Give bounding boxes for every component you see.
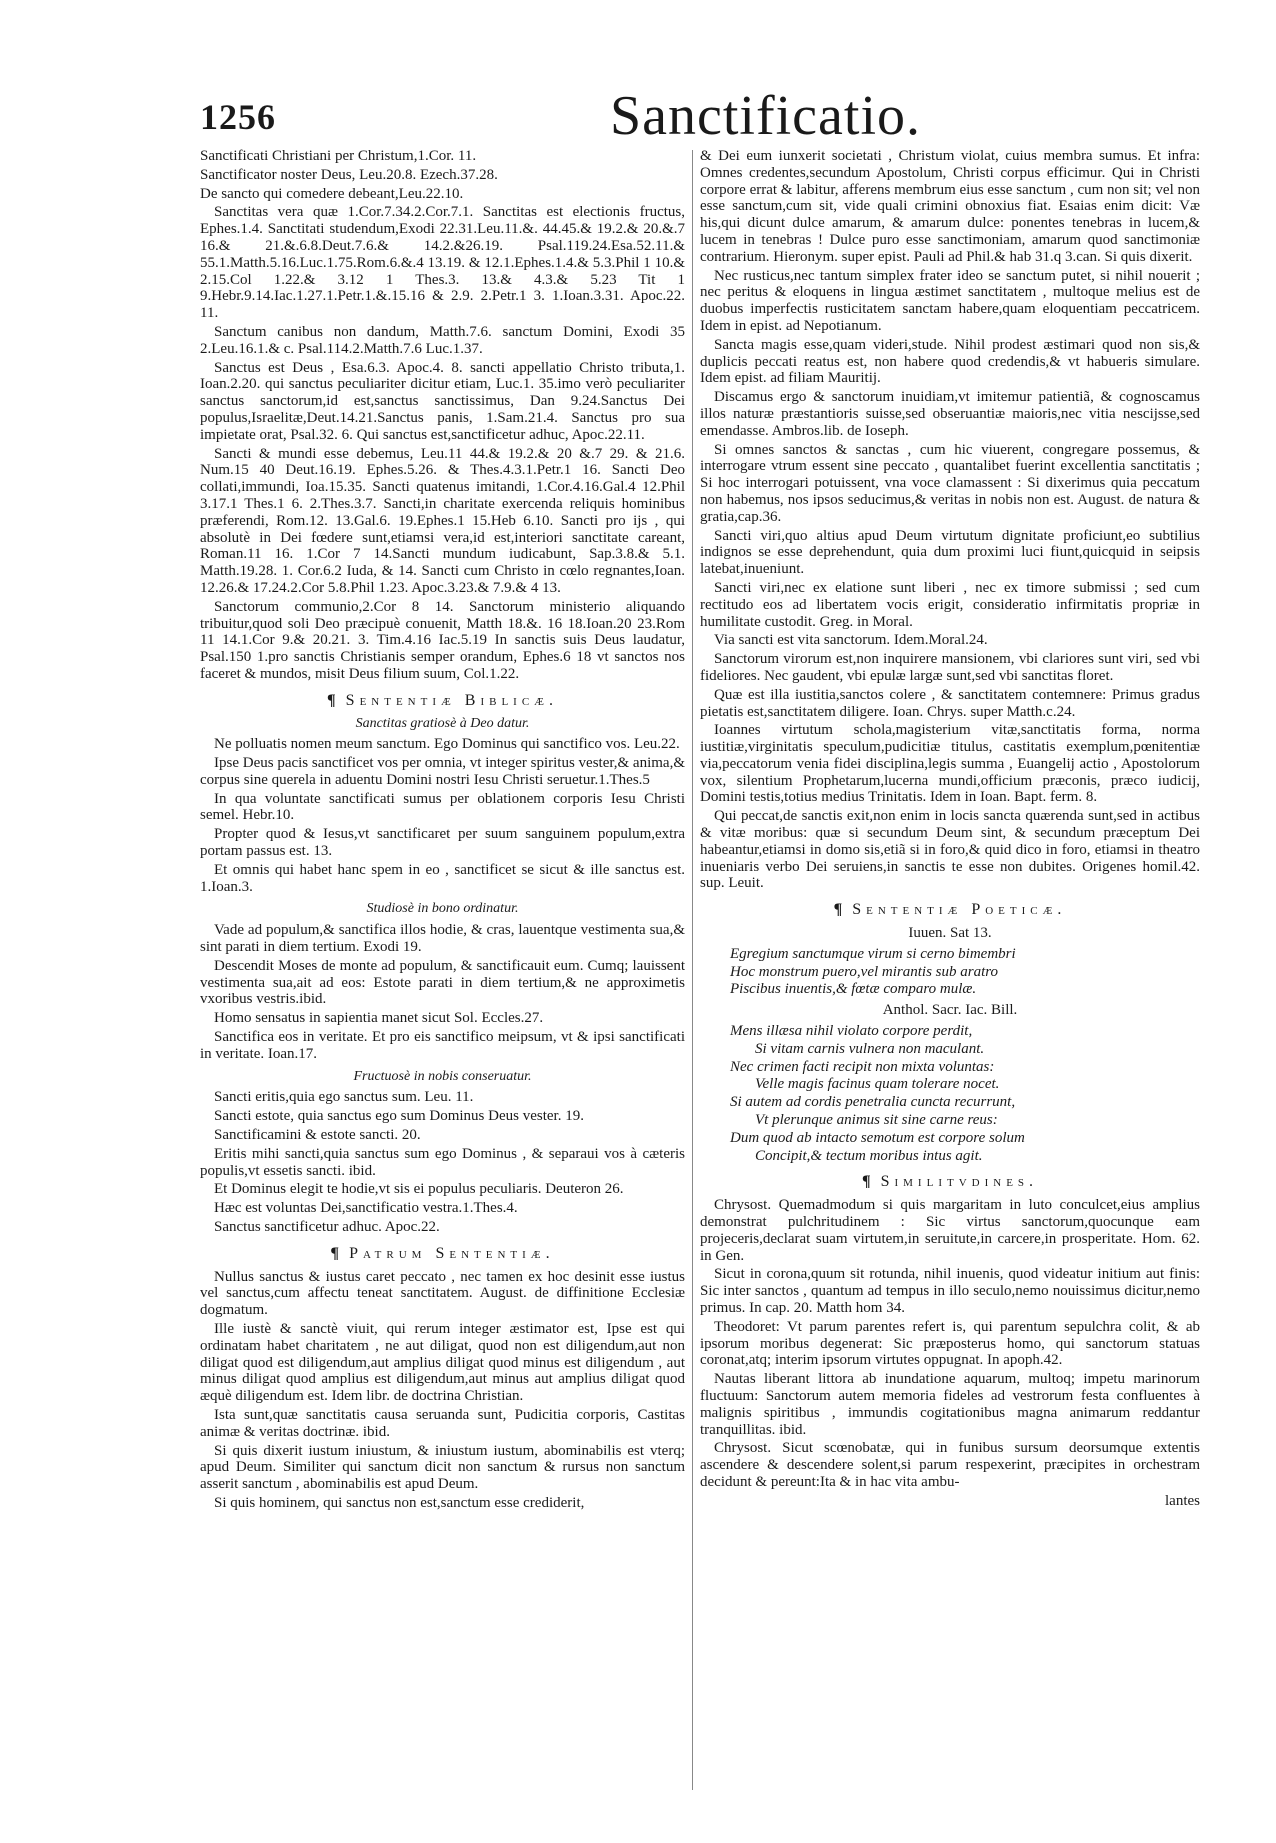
column-divider [692, 150, 693, 1790]
left-column [200, 148, 685, 1514]
sentence: Via sancti est vita sanctorum. Idem.Moral.24. [714, 632, 988, 649]
verse-source: Anthol. Sacr. Iac. Bill. [882, 1002, 1018, 1019]
sentence: Homo sensatus in sapientia manet sicut Sol. Eccles.27. [214, 1010, 544, 1027]
sentence: Vade ad populum,& sanctifica illos hodie, & cras, lauentque vestimenta sua,& sint parati in diem tertium. Exodi 19. [200, 922, 685, 956]
verse-line: Velle magis facinus quam tolerare nocet. [755, 1076, 1000, 1093]
section-heading-patrum: ¶ Patrum Sententiæ. [330, 1244, 555, 1262]
verse-line: Hoc monstrum puero,vel mirantis sub aratro [730, 963, 999, 980]
sentence: Sancti viri,quo altius apud Deum virtutum dignitate proficiunt,eo subtilius indignos se esse deprehendunt, quia dum proximi luci fiunt,quicquid in seipsis latebat,inueniunt. [700, 527, 1200, 578]
sentence: Nullus sanctus & iustus caret peccato , nec tamen ex hoc desinit esse iustus vel sanctus,cum affectu teneat sanctitatem. August. de diffinitione Ecclesiæ dogmatum. [200, 1268, 685, 1319]
sentence: Chrysost. Quemadmodum si quis margaritam in luto conculcet,eius amplius demonstrat pulchritudinem : Sic virtus sanctorum,quocunque eam projeceris,declarat suam virtutem,in seruitute,in carcere,in prosperitate. Hom. 62. in Gen. [700, 1197, 1200, 1264]
verse-source: Iuuen. Sat 13. [908, 925, 992, 942]
sentence: Sancta magis esse,quam videri,stude. Nihil prodest æstimari quod non sis,& duplicis peccati reatus est, non habere quod credendis,& vt habueris simulare. Idem epist. ad filiam Mauritij. [700, 336, 1200, 387]
sentence: Sanctifica eos in veritate. Et pro eis sanctifico meipsum, vt & ipsi sanctificati in veritate. Ioan.17. [200, 1029, 685, 1062]
sentence: Si quis hominem, qui sanctus non est,sanctum esse crediderit, [214, 1494, 585, 1511]
sentence: Ille iustè & sanctè viuit, qui rerum integer æstimator est, Ipse est qui ordinatam habet charitatem , ne aut diligat, quod non est diligendum,aut non diligat quod est diligendum,aut amplius diligat quod minus est diligendum , aut minus diligat quod amplius est diligendum,aut minus aut amplius diligat quod æquè diligendum est. Idem libr. de doctrina Christian. [200, 1321, 685, 1405]
verse-line: Si vitam carnis vulnera non maculant. [755, 1040, 985, 1057]
sentence: & Dei eum iunxerit societati , Christum violat, cuius membra sumus. Et infra: Omnes credentes,secundum Apostolum, Christi corpus efficimur. Qui in Christi corpore errat & labitur, afferens membrum eius esse sanctum , cum non sit; vel non esse sanctum,cum sit, vide quali crimini obnoxius fiat. Esaias enim dicit: Væ his,qui dicunt dulce amarum, & amarum dulce: ponentes tenebras in lucem,& lucem in tenebras ! Dulce puro esse sanctimoniam, amarum quod sanctimoniæ contrarium. Hieronym. super epist. Pauli ad Phil.& hab 31.q 3.can. Si quis dixerit. [700, 148, 1200, 265]
sentence: Et Dominus elegit te hodie,vt sis ei populus peculiaris. Deuteron 26. [214, 1181, 624, 1198]
page-header [200, 86, 1200, 146]
sentence: Ne polluatis nomen meum sanctum. Ego Dominus qui sanctifico vos. Leu.22. [214, 736, 680, 753]
page-number: 1256 [200, 97, 276, 137]
sentence: Si omnes sanctos & sanctas , cum hic viuerent, congregare possemus, & interrogare vtrum essent sine peccato , quantalibet fuerint excellentia sanctitatis ; Si hoc interrogari potuissent, vna voce clamassent : Si dixerimus quia peccatum non habemus, nos ipsos seducimus,& veritas in nobis non est. August. de natura & gratia,cap.36. [700, 441, 1200, 525]
sub-heading: Sanctitas gratiosè à Deo datur. [355, 715, 530, 731]
sentence: Et omnis qui habet hanc spem in eo , sanctificet se sicut & ille sanctus est. 1.Ioan.3. [200, 861, 685, 895]
index-entry: Sanctum canibus non dandum, Matth.7.6. sanctum Domini, Exodi 35 2.Leu.16.1.& c. Psal.114.2.Matth.7.6 Luc.1.37. [200, 323, 685, 357]
sentence: Chrysost. Sicut scœnobatæ, qui in funibus sursum deorsumque extentis ascendere & descendere solent,si parum respexerint, præcipites in orchestram decidunt & pereunt:Ita & in hac vita ambu- [700, 1440, 1200, 1490]
sentence: Nautas liberant littora ab inundatione aquarum, multoq; impetu marinorum fluctuum: Sanctorum autem memoria fideles ad vestrorum festa confluentes à malignis spiritibus , immundis cogitationibus magna animarum reddantur tranquillitas. ibid. [700, 1371, 1200, 1438]
sentence: Ioannes virtutum schola,magisterium vitæ,sanctitatis forma, norma iustitiæ,virginitatis speculum,pudicitiæ titulus, castitatis exemplum,pœnitentiæ via,peccatorum venia fidei disciplina,legis summa , Euangelij actio , Apostolorum vox, silentium Prophetarum,lucerna mundi,officium præconis, præco iudicij, Domini testis,totius medius Trinitatis. Idem in Ioan. Bapt. ferm. 8. [700, 722, 1200, 806]
index-entry: Sanctificator noster Deus, Leu.20.8. Ezech.37.28. [200, 166, 498, 183]
sentence: Theodoret: Vt parum parentes refert is, qui parentum sepulchra colit, & ab ipsorum moribus degenerat: Sic præposterus homo, qui sanctorum statuas coronat,atq; interim ipsorum virtutes oppugnat. In apoph.42. [700, 1318, 1200, 1369]
index-entry: Sanctificati Christiani per Christum,1.Cor. 11. [200, 148, 477, 164]
index-entry: Sanctorum communio,2.Cor 8 14. Sanctorum ministerio aliquando tribuitur,quod soli Deo præcipuè conuenit, Matth 18.&. 16 18.Ioan.20 23.Rom 11 14.1.Cor 9.& 20.21. 3. Tim.4.16 Iac.5.19 In sanctis suis Deus laudatur, Psal.150 1.pro sanctis Christianis semper orandum, Ephes.6 18 vt sanctos nos faceret & mundos, misit Deus filium suum, Col.1.22. [200, 598, 685, 682]
sentence: Qui peccat,de sanctis exit,non enim in locis sancta quærenda sunt,sed in actibus & vitæ moribus: quæ si secundum Deum sint, & secundum præceptum Dei habeantur,etiamsi in domo sis,etiã si in foro,& quid dico in foro, etiamsi in theatro inueniaris verbo Dei seruiens,in sanctis te esse non dubites. Origenes homil.42. sup. Leuit. [700, 808, 1200, 892]
index-entry: Sanctus est Deus , Esa.6.3. Apoc.4. 8. sancti appellatio Christo tributa,1. Ioan.2.20. qui sanctus peculiariter dicitur etiam, Luc.1. 35.imo verò peculiariter sanctus sanctorum,id est,sanctus sanctissimus, Dan 9.24.Sanctus Dei populus,Israelitæ,Deut.14.21.Sanctus panis, 1.Sam.21.4. Sanctus pro sua impietate orat, Psal.32. 6. Qui sanctus est,sanctificetur adhuc, Apoc.22.11. [200, 359, 685, 443]
sentence: In qua voluntate sanctificati sumus per oblationem corporis Iesu Christi semel. Hebr.10. [200, 790, 685, 824]
verse-line: Nec crimen facti recipit non mixta voluntas: [730, 1058, 995, 1075]
index-entry: Sanctitas vera quæ 1.Cor.7.34.2.Cor.7.1. Sanctitas est electionis fructus, Ephes.1.4. Sanctitati studendum,Exodi 22.31.Leu.11.&. 44.45.& 19.2.& 20.&.7 16.& 21.&.6.8.Deut.7.6.& 14.2.&26.19. Psal.119.24.Esa.52.11.& 55.1.Matth.5.16.Luc.1.75.Rom.6.&.4 13.19. & 12.1.Ephes.1.4.& 5.3.Phil 1 10.& 2.15.Col 1.22.& 3.12 1 Thes.3. 13.& 4.3.& 5.23 Tit 1 9.Hebr.9.14.Iac.1.27.1.Petr.1.&.15.16 & 2.9. 2.Petr.1 3. 1.Ioan.3.31. Apoc.22. 11. [200, 204, 685, 322]
sentence: Sancti viri,nec ex elatione sunt liberi , nec ex timore submissi ; sed cum rectitudo eos ad libertatem vocis erigit, consideratio infirmitatis propriæ in humilitate custodit. Greg. in Moral. [700, 579, 1200, 630]
catchword: lantes [1165, 1492, 1200, 1509]
sentence: Quæ est illa iustitia,sanctos colere , & sanctitatem contemnere: Primus gradus pietatis est,sanctitatem diligere. Ioan. Chrys. super Matth.c.24. [700, 686, 1200, 720]
sub-heading: Fructuosè in nobis conseruatur. [353, 1068, 532, 1084]
verse-line: Si autem ad cordis penetralia cuncta recurrunt, [730, 1094, 1016, 1111]
verse-line: Dum quod ab intacto semotum est corpore solum [730, 1129, 1025, 1146]
sentence: Nec rusticus,nec tantum simplex frater ideo se sanctum putet, si nihil nouerit ; nec peritus & eloquens in lingua æstimet sanctitatem , multoque melius est de duobus imperfectis rusticitatem sanctam habere,quam eloquentiam peccatricem. Idem in epist. ad Nepotianum. [700, 267, 1200, 334]
section-heading-poeticae: ¶ Sententiæ Poeticæ. [833, 901, 1067, 919]
pilcrow-icon: ¶ [833, 901, 843, 919]
sub-heading: Studiosè in bono ordinatur. [366, 901, 519, 917]
sentence: Sanctificamini & estote sancti. 20. [214, 1127, 421, 1144]
sentence: Ista sunt,quæ sanctitatis causa seruanda sunt, Pudicitia corporis, Castitas animæ & veritas doctrinæ. ibid. [200, 1406, 685, 1440]
index-entry: Sancti & mundi esse debemus, Leu.11 44.& 19.2.& 20 &.7 29. & 21.6. Num.15 40 Deut.16.19. Ephes.5.26. & Thes.4.3.1.Petr.1 16. Sancti Deo collati,immundi, Ioa.15.35. Sancti quatenus imitandi, 1.Cor.4.16.Gal.4 12.Phil 3.17.1 Thes.1 6. 2.Thes.3.7. Sancti,in charitate exercenda reliquis hominibus præferendi, Rom.12. 13.Gal.6. 19.Ephes.1 15.Heb 6.10. Sancti pro ijs , qui absolutè in Dei fœdere sunt,etiamsi vera,id est,interiori sanctitate careant, Roman.11 16. 1.Cor 7 14.Sancti mundum iudicabunt, Sap.3.8.& 5.1. Matth.19.28. 1. Cor.6.2 Iuda, & 14. Sancti cum Christo in cœlo regnantes,Ioan. 12.26.& 17.24.2.Cor 5.8.Phil 1.23. Apoc.3.23.& 7.9.& 4 13. [200, 445, 685, 596]
verse-line: Mens illæsa nihil violato corpore perdit, [730, 1023, 973, 1040]
running-title: Sanctificatio. [610, 85, 922, 147]
sentence: Eritis mihi sancti,quia sanctus sum ego Dominus , & separaui vos à cæteris populis,vt essetis sancti. ibid. [200, 1145, 685, 1179]
verse-line: Egregium sanctumque virum si cerno bimembri [730, 945, 1016, 962]
verse-line: Vt plerunque animus sit sine carne reus: [755, 1112, 998, 1129]
sentence: Discamus ergo & sanctorum inuidiam,vt imitemur patientiã, & cognoscamus illos naturæ præstantioris suisse,sed obseruantiæ maioris,nec vitia nescijsse,sed emendasse. Ambros.lib. de Ioseph. [700, 389, 1200, 439]
section-heading-biblicae: ¶ Sententiæ Biblicæ. [327, 691, 558, 709]
pilcrow-icon: ¶ [327, 691, 336, 709]
pilcrow-icon: ¶ [861, 1173, 871, 1191]
verse-line: Piscibus inuentis,& fœtæ comparo mulæ. [730, 981, 977, 998]
sentence: Si quis dixerit iustum iniustum, & iniustum iustum, abominabilis est vterq; apud Deum. Similiter qui sanctum dicit non sanctum & rursus non sanctum asserit sanctum , abominabilis est apud Deum. [200, 1442, 685, 1493]
sentence: Sanctus sanctificetur adhuc. Apoc.22. [214, 1219, 440, 1236]
pilcrow-icon: ¶ [330, 1244, 340, 1262]
sentence: Propter quod & Iesus,vt sanctificaret per suum sanguinem populum,extra portam passus est. 13. [200, 826, 685, 860]
sentence: Ipse Deus pacis sanctificet vos per omnia, vt integer spiritus vester,& anima,& corpus sine querela in aduentu Domini nostri Iesu Christi seruetur.1.Thes.5 [200, 755, 685, 788]
index-entry: De sancto qui comedere debeant,Leu.22.10. [200, 185, 464, 202]
sentence: Sicut in corona,quum sit rotunda, nihil inuenis, quod videatur initium aut finis: Sic inter sanctos , quantum ad tempus in illo seculo,nemo nouissimus dicitur,nemo primus. In cap. 20. Matth hom 34. [700, 1266, 1200, 1316]
section-heading-similitudines: ¶ Similitvdines. [861, 1173, 1039, 1191]
right-column [700, 148, 1200, 1512]
sentence: Descendit Moses de monte ad populum, & sanctificauit eum. Cumq; lauissent vestimenta sua,ait ad eos: Estote parati in diem tertium,& ne approximetis vxoribus vestris.ibid. [200, 957, 685, 1008]
sentence: Hæc est voluntas Dei,sanctificatio vestra.1.Thes.4. [214, 1200, 518, 1217]
verse-line: Concipit,& tectum moribus intus agit. [755, 1147, 983, 1164]
sentence: Sancti estote, quia sanctus ego sum Dominus Deus vester. 19. [214, 1108, 584, 1125]
sentence: Sanctorum virorum est,non inquirere mansionem, vbi clariores sunt viri, sed vbi fideliores. Nec gaudent, vbi epulæ largæ sunt,sed vbi sanctitas floret. [700, 651, 1200, 684]
sentence: Sancti eritis,quia ego sanctus sum. Leu. 11. [214, 1089, 474, 1106]
